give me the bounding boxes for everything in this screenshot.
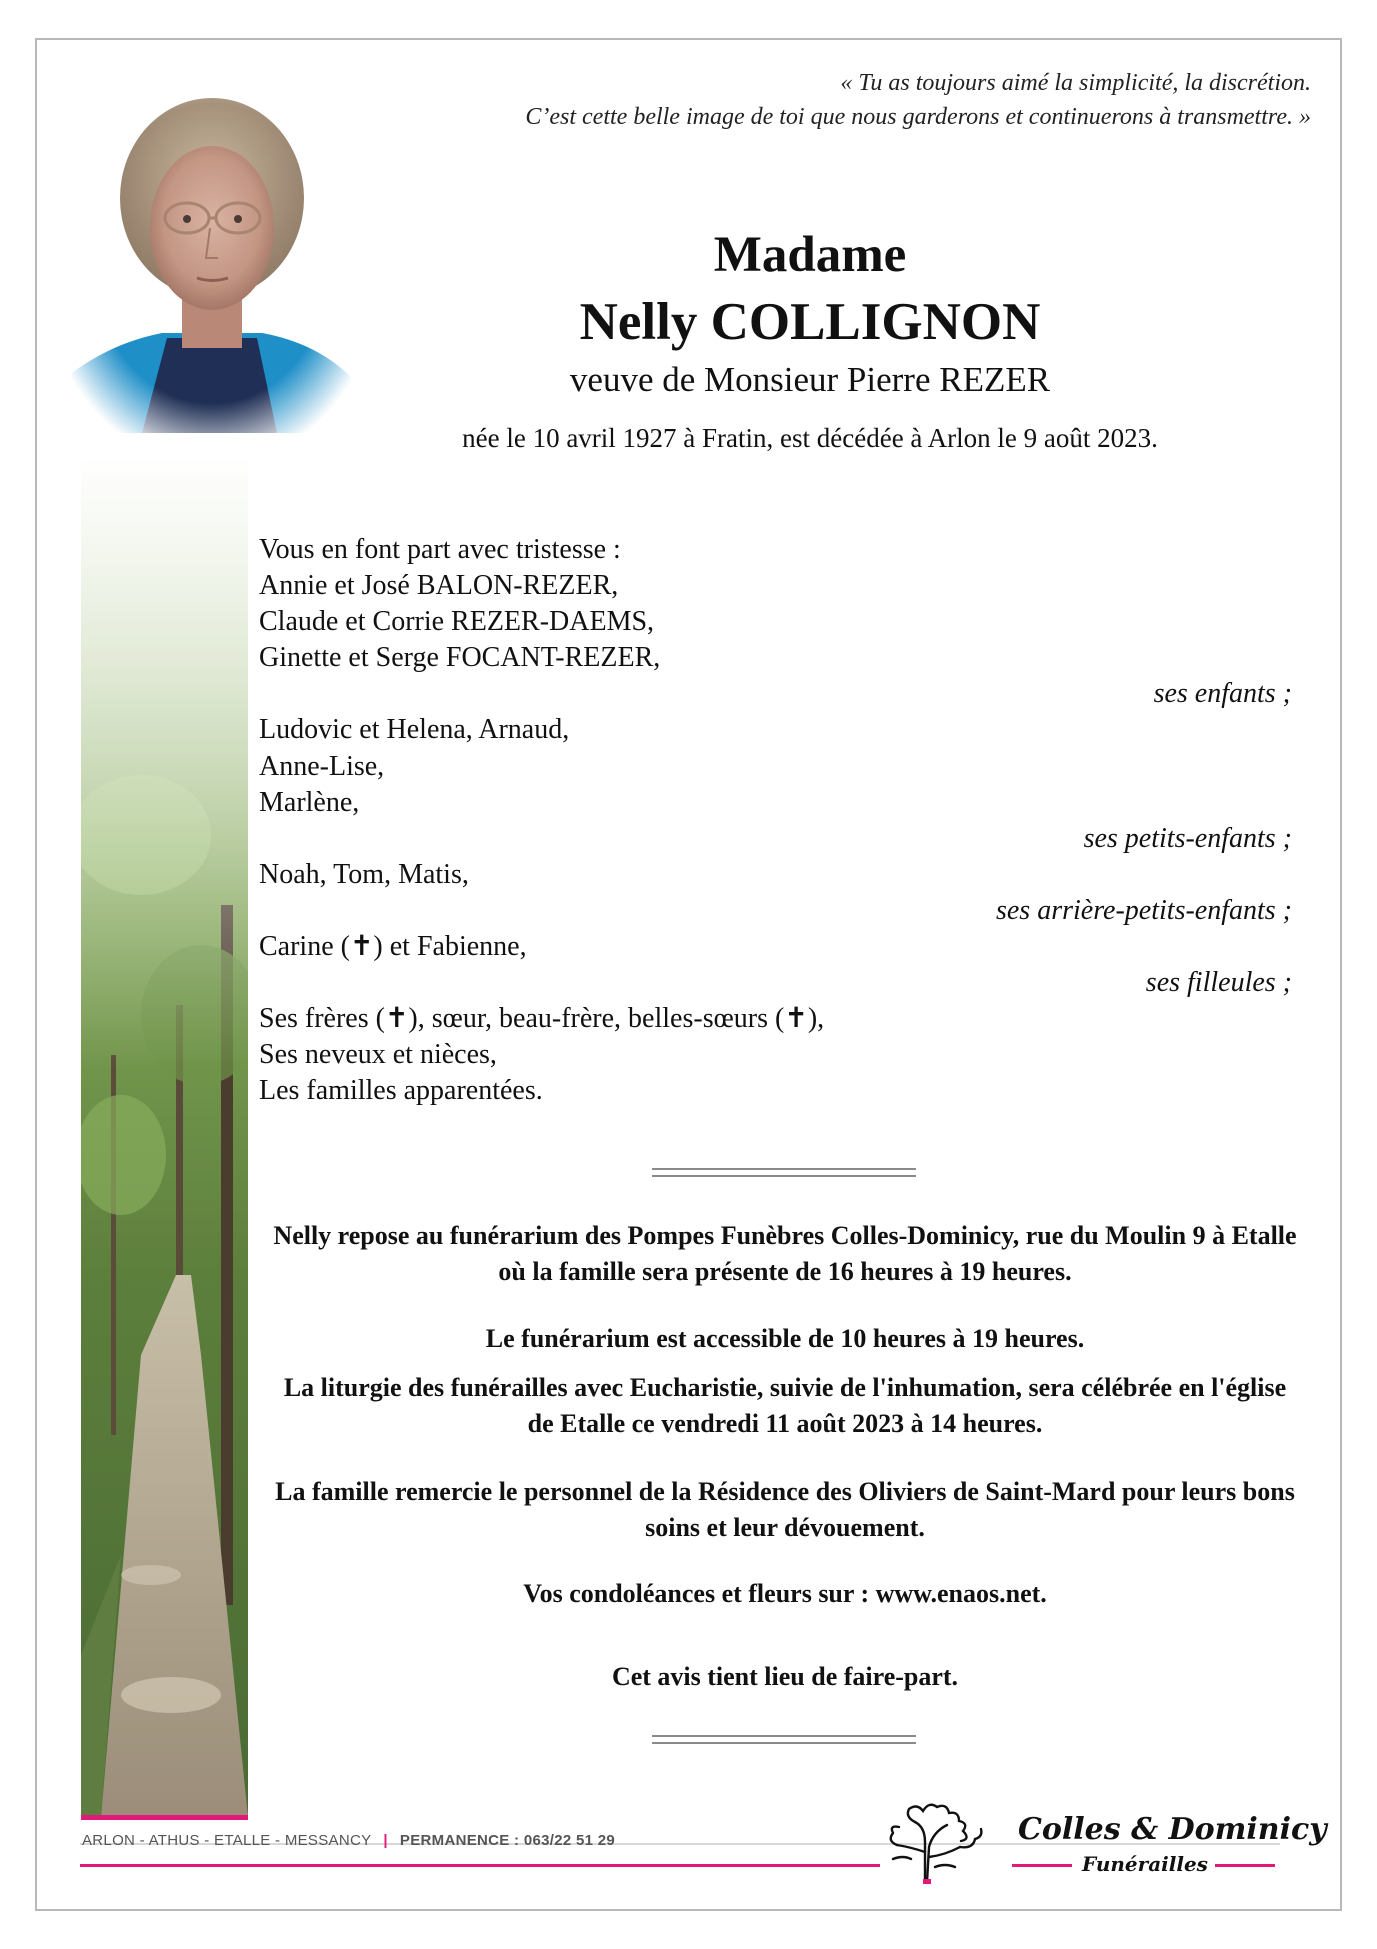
- separator-top: [652, 1168, 916, 1177]
- footer-separator: |: [383, 1832, 388, 1849]
- family-line: Noah, Tom, Matis,: [259, 858, 469, 890]
- family-line: Ginette et Serge FOCANT-REZER,: [259, 642, 661, 674]
- portrait-photo: [72, 88, 352, 433]
- deceased-name: Nelly COLLIGNON: [579, 293, 1041, 351]
- deceased-title: Madame: [713, 227, 907, 283]
- liturgy-text: La liturgie des funérailles avec Eucharistie, suivie de l'inhumation, sera célébrée en l'église de Etalle ce vendredi 11 août 2023 à 14 heures.: [283, 1373, 1287, 1438]
- family-line: Claude et Corrie REZER-DAEMS,: [259, 606, 655, 638]
- deceased-dates: née le 10 avril 1927 à Fratin, est décédée à Arlon le 9 août 2023.: [462, 423, 1158, 453]
- pink-rule-right: [1215, 1864, 1275, 1867]
- repose-text: Nelly repose au funérarium des Pompes Funèbres Colles-Dominicy, rue du Moulin 9 à Etalle où la famille sera présente de 16 heures à 19 heures.: [273, 1221, 1297, 1286]
- family-list: [259, 532, 1299, 1110]
- access-text: Le funérarium est accessible de 10 heures à 19 heures.: [485, 1324, 1085, 1353]
- relation-label: ses filleules ;: [1145, 967, 1292, 999]
- condolences-text: Vos condoléances et fleurs sur : www.enaos.net.: [523, 1579, 1047, 1608]
- pink-rule-mid: [1012, 1864, 1072, 1867]
- family-line: Les familles apparentées.: [259, 1075, 543, 1107]
- memorial-quote: [311, 66, 1311, 134]
- family-line: Ludovic et Helena, Arnaud,: [259, 714, 570, 746]
- brand-name: Colles & Dominicy: [1018, 1812, 1327, 1847]
- deceased-widow: veuve de Monsieur Pierre REZER: [569, 360, 1051, 399]
- relation-label: ses petits-enfants ;: [1083, 822, 1292, 854]
- separator-bottom: [652, 1735, 916, 1744]
- brand-subtitle: Funérailles: [1082, 1852, 1208, 1876]
- quote-line-1: « Tu as toujours aimé la simplicité, la discrétion.: [840, 70, 1311, 96]
- family-line: Vous en font part avec tristesse :: [259, 534, 621, 565]
- family-line: Ses neveux et nièces,: [259, 1039, 497, 1071]
- footer-locations: [82, 1832, 615, 1849]
- family-line: Ses frères (✝), sœur, beau-frère, belles-sœurs (✝),: [259, 1003, 825, 1035]
- notice-text: Cet avis tient lieu de faire-part.: [611, 1662, 959, 1691]
- family-line: Marlène,: [259, 786, 360, 818]
- pink-accent-bar: [81, 1815, 248, 1820]
- quote-line-2: C’est cette belle image de toi que nous garderons et continuerons à transmettre. »: [525, 104, 1311, 130]
- forest-path-image: [81, 455, 248, 1817]
- family-line: Anne-Lise,: [259, 750, 385, 782]
- permanence-text: PERMANENCE : 063/22 51 29: [399, 1832, 615, 1849]
- thanks-text: La famille remercie le personnel de la Résidence des Oliviers de Saint-Mard pour leurs bons soins et leur dévouement.: [275, 1477, 1295, 1542]
- locations-text: ARLON - ATHUS - ETALLE - MESSANCY: [82, 1832, 372, 1849]
- relation-label: ses enfants ;: [1153, 678, 1292, 710]
- tree-logo-icon: [885, 1797, 997, 1885]
- family-line: Carine (✝) et Fabienne,: [259, 931, 527, 963]
- relation-label: ses arrière-petits-enfants ;: [995, 894, 1292, 926]
- family-line: Annie et José BALON-REZER,: [259, 570, 619, 602]
- pink-rule-left: [80, 1864, 880, 1867]
